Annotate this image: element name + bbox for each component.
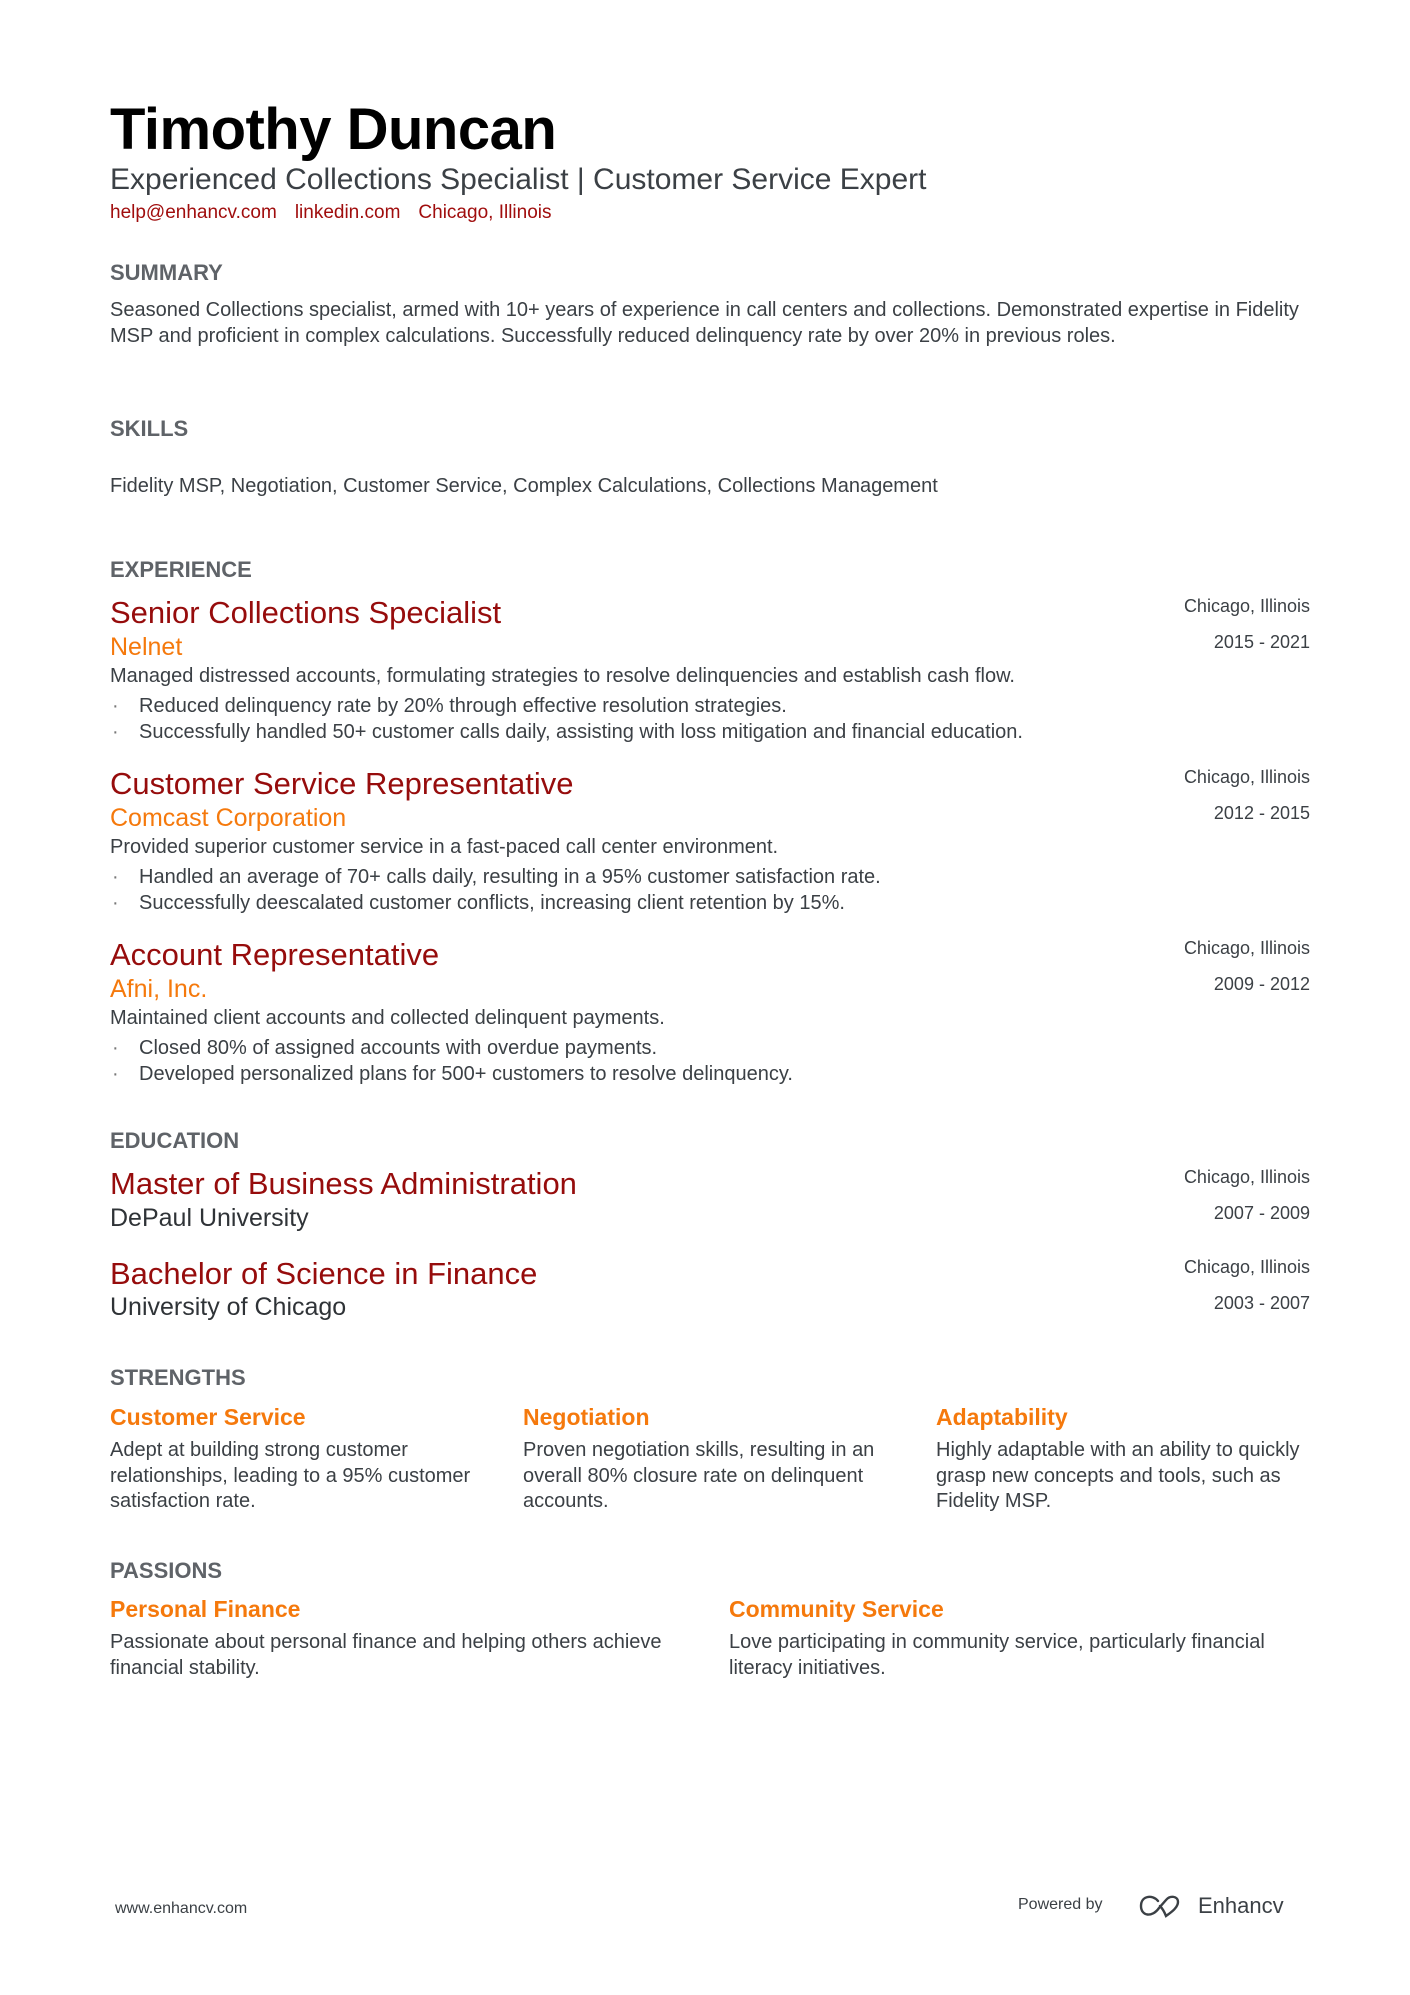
experience-heading: EXPERIENCE [110, 557, 252, 582]
job-dates: 2015 - 2021 [1213, 632, 1310, 652]
job-dates: 2012 - 2015 [1213, 803, 1310, 823]
bullet: · Developed personalized plans for 500+ customers to resolve delinquency. [110, 1062, 793, 1088]
strengths-heading: STRENGTHS [110, 1365, 246, 1390]
strength-text: Proven negotiation skills, resulting in an overall 80% closure rate on delinquent accounts. [523, 1439, 875, 1513]
job-dates: 2009 - 2012 [1213, 974, 1310, 994]
bullet: · Closed 80% of assigned accounts with overdue payments. [110, 1036, 793, 1062]
passions-heading: PASSIONS [110, 1558, 223, 1583]
strength-item [523, 1404, 898, 1515]
contact-info [110, 202, 552, 224]
passion-title: Personal Finance [110, 1596, 301, 1622]
school: DePaul University [110, 1204, 309, 1232]
passion-text: Passionate about personal finance and helping others achieve financial stability. [110, 1631, 662, 1679]
company-name: Comcast Corporation [110, 804, 347, 832]
powered-by-label: Powered by [1018, 1896, 1103, 1913]
job-location: Chicago, Illinois [1183, 767, 1310, 787]
website-link[interactable]: www.enhancv.com [115, 1900, 248, 1917]
job-title: Account Representative [110, 937, 440, 972]
job-description: Maintained client accounts and collected delinquent payments. [110, 1007, 665, 1029]
job-bullets [110, 694, 1023, 745]
education-location: Chicago, Illinois [1183, 1167, 1310, 1187]
passion-item [110, 1596, 670, 1681]
job-location: Chicago, Illinois [1183, 938, 1310, 958]
enhancv-logo-icon [1138, 1893, 1184, 1919]
skills-text: Fidelity MSP, Negotiation, Customer Service, Complex Calculations, Collections Management [110, 475, 938, 497]
education-dates: 2003 - 2007 [1213, 1293, 1310, 1313]
strength-title: Negotiation [523, 1404, 650, 1430]
bullet: · Reduced delinquency rate by 20% through effective resolution strategies. [110, 694, 1023, 720]
strength-title: Customer Service [110, 1404, 306, 1430]
bullet: · Handled an average of 70+ calls daily, resulting in a 95% customer satisfaction rate. [110, 865, 881, 891]
job-title: Senior Collections Specialist [110, 595, 502, 630]
candidate-title: Experienced Collections Specialist | Customer Service Expert [110, 163, 927, 196]
strength-title: Adaptability [936, 1404, 1068, 1430]
education-heading: EDUCATION [110, 1128, 240, 1153]
location: Chicago, Illinois [418, 202, 552, 223]
skills-heading: SKILLS [110, 416, 189, 441]
bullet: · Successfully deescalated customer conflicts, increasing client retention by 15%. [110, 891, 881, 917]
job-bullets [110, 865, 881, 916]
linkedin-link[interactable]: linkedin.com [294, 202, 401, 223]
job-description: Managed distressed accounts, formulating strategies to resolve delinquencies and establish cash flow. [110, 665, 1015, 687]
strength-text: Adept at building strong customer relationships, leading to a 95% customer satisfaction rate. [110, 1439, 471, 1513]
passion-item [729, 1596, 1289, 1681]
degree: Bachelor of Science in Finance [110, 1256, 538, 1291]
email-link[interactable]: help@enhancv.com [110, 202, 277, 223]
school: University of Chicago [110, 1293, 347, 1321]
bullet: · Successfully handled 50+ customer calls daily, assisting with loss mitigation and financial education. [110, 720, 1023, 746]
passion-text: Love participating in community service, particularly financial literacy initiatives. [729, 1631, 1265, 1679]
job-title: Customer Service Representative [110, 766, 574, 801]
job-bullets [110, 1036, 793, 1087]
strength-item [110, 1404, 480, 1515]
job-description: Provided superior customer service in a fast-paced call center environment. [110, 836, 779, 858]
education-dates: 2007 - 2009 [1213, 1203, 1310, 1223]
brand-name: Enhancv [1198, 1893, 1284, 1918]
company-name: Afni, Inc. [110, 975, 208, 1003]
education-location: Chicago, Illinois [1183, 1257, 1310, 1277]
candidate-name: Timothy Duncan [110, 97, 557, 162]
summary-text: Seasoned Collections specialist, armed with 10+ years of experience in call centers and collections. Demonstrated expertise in Fidelity MSP and proficient in complex calculations. Successfully reduced delinquency rate by over 20% in previous roles. [110, 299, 1299, 347]
enhancv-logo[interactable] [1138, 1893, 1284, 1919]
company-name: Nelnet [110, 633, 183, 661]
passion-title: Community Service [729, 1596, 944, 1622]
strength-item [936, 1404, 1306, 1515]
degree: Master of Business Administration [110, 1166, 577, 1201]
strength-text: Highly adaptable with an ability to quickly grasp new concepts and tools, such as Fidelity MSP. [936, 1439, 1300, 1513]
job-location: Chicago, Illinois [1183, 596, 1310, 616]
summary-heading: SUMMARY [110, 260, 223, 285]
